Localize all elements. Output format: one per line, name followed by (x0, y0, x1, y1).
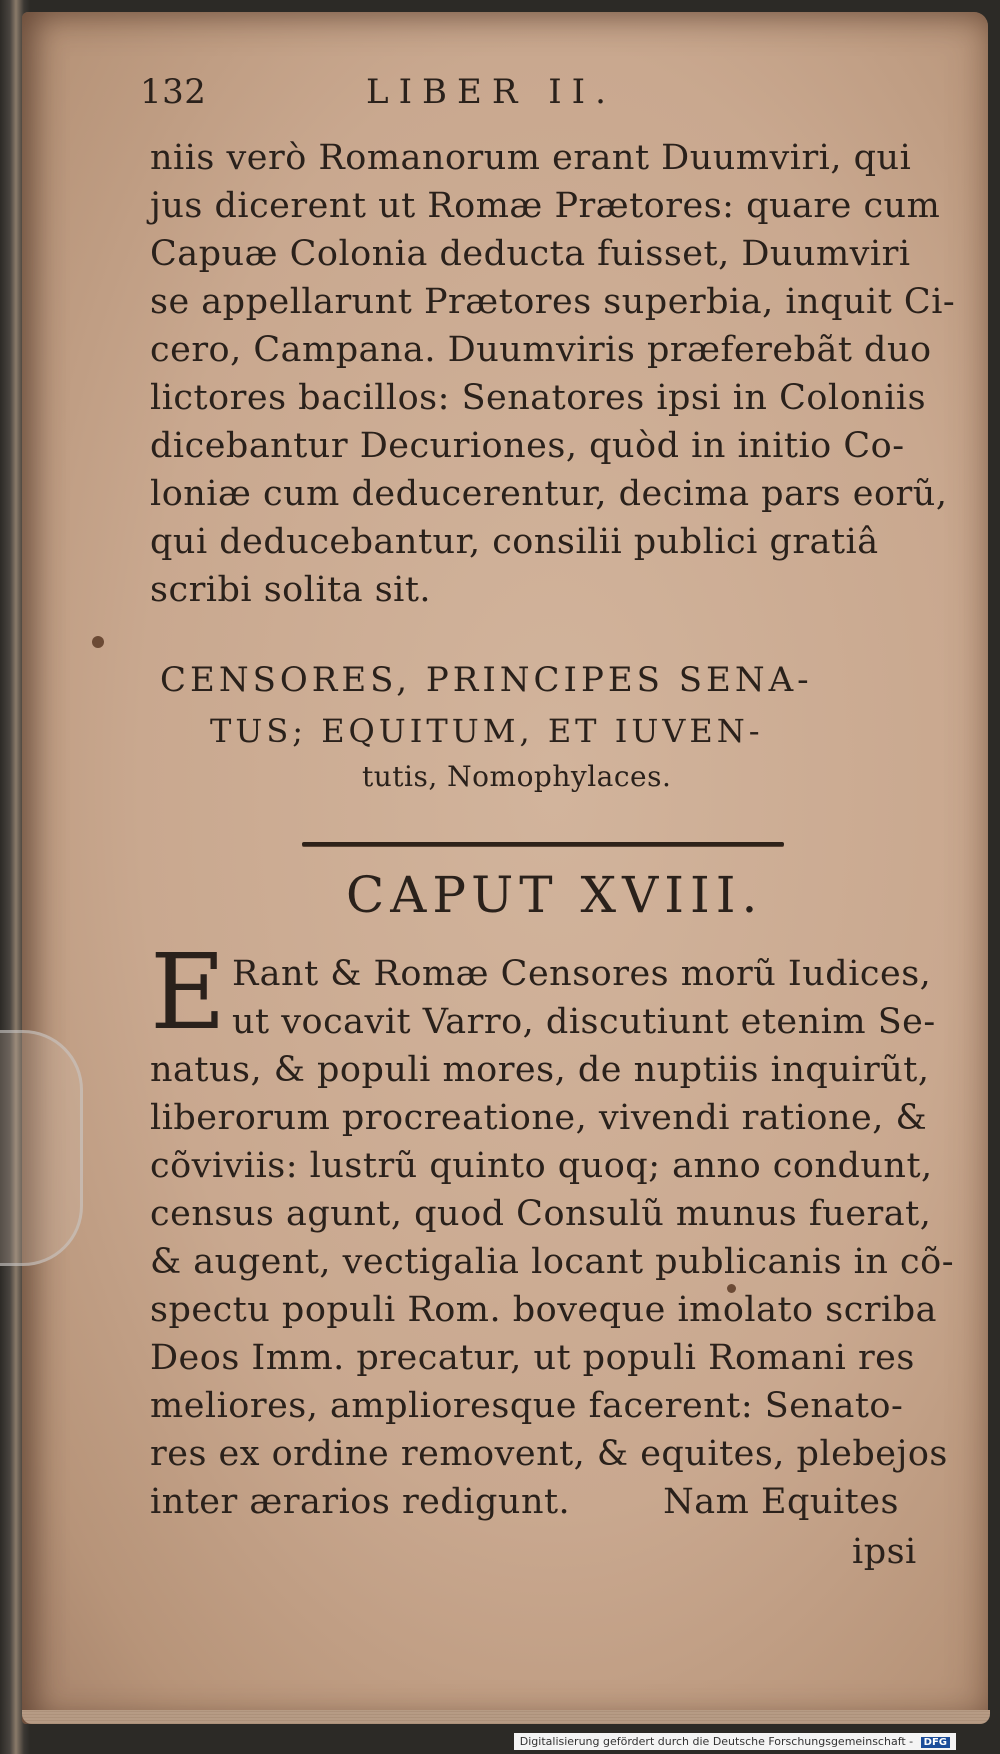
text-line: meliores, amplioresque facerent: Senato- (150, 1386, 904, 1426)
text-line: liberorum procreatione, vivendi ratione, & (150, 1098, 928, 1138)
drop-cap: E (150, 931, 226, 1053)
section-heading-line: tutis, Nomophylaces. (362, 760, 672, 793)
ink-spot (92, 636, 104, 648)
text-line: se appellarunt Prætores superbia, inquit Ci- (150, 282, 956, 322)
text-line: cero, Campana. Duumviris præferebãt duo (150, 330, 932, 370)
text-line: jus dicerent ut Romæ Prætores: quare cum (150, 186, 941, 226)
text-line: Rant & Romæ Censores morũ Iudices, (232, 954, 932, 994)
text-line: loniæ cum deducerentur, decima pars eorũ, (150, 474, 948, 514)
page-edge-stack (22, 1710, 990, 1724)
text-line: niis verò Romanorum erant Duumviri, qui (150, 138, 912, 178)
text-line: natus, & populi mores, de nuptiis inquirũt, (150, 1050, 930, 1090)
text-line: Deos Imm. precatur, ut populi Romani res (150, 1338, 915, 1378)
section-heading-line: CENSORES, PRINCIPES SENA- (160, 660, 813, 700)
credit-text: Digitalisierung gefördert durch die Deutsche Forschungsgemeinschaft - (519, 1735, 914, 1748)
text-line: cõviviis: lustrũ quinto quoq; anno condunt, (150, 1146, 933, 1186)
section-heading-line: TUS; EQUITUM, ET IUVEN- (210, 712, 764, 750)
text-line: dicebantur Decuriones, quòd in initio Co- (150, 426, 905, 466)
chapter-title: CAPUT XVIII. (346, 866, 764, 924)
text-line: inter ærarios redigunt. Nam Equites (150, 1482, 899, 1522)
text-line: census agunt, quod Consulũ munus fuerat, (150, 1194, 932, 1234)
page-number: 132 (140, 72, 207, 112)
divider-rule (302, 842, 784, 846)
text-line: ut vocavit Varro, discutiunt etenim Se- (232, 1002, 936, 1042)
dfg-logo: DFG (921, 1737, 950, 1748)
running-head: LIBER II. (366, 72, 616, 112)
text-line: & augent, vectigalia locant publicanis in cõ- (150, 1242, 955, 1282)
text-line: res ex ordine removent, & equites, plebejos (150, 1434, 948, 1474)
page-clip-marker (0, 1030, 83, 1266)
text-line: scribi solita sit. (150, 570, 432, 610)
text-line: Capuæ Colonia deducta fuisset, Duumviri (150, 234, 911, 274)
catchword: ipsi (852, 1532, 917, 1572)
text-line: qui deducebantur, consilii publici gratiâ (150, 522, 879, 562)
digitization-credit (514, 1733, 956, 1750)
text-line: spectu populi Rom. boveque imolato scriba (150, 1290, 937, 1330)
text-line: lictores bacillos: Senatores ipsi in Coloniis (150, 378, 927, 418)
